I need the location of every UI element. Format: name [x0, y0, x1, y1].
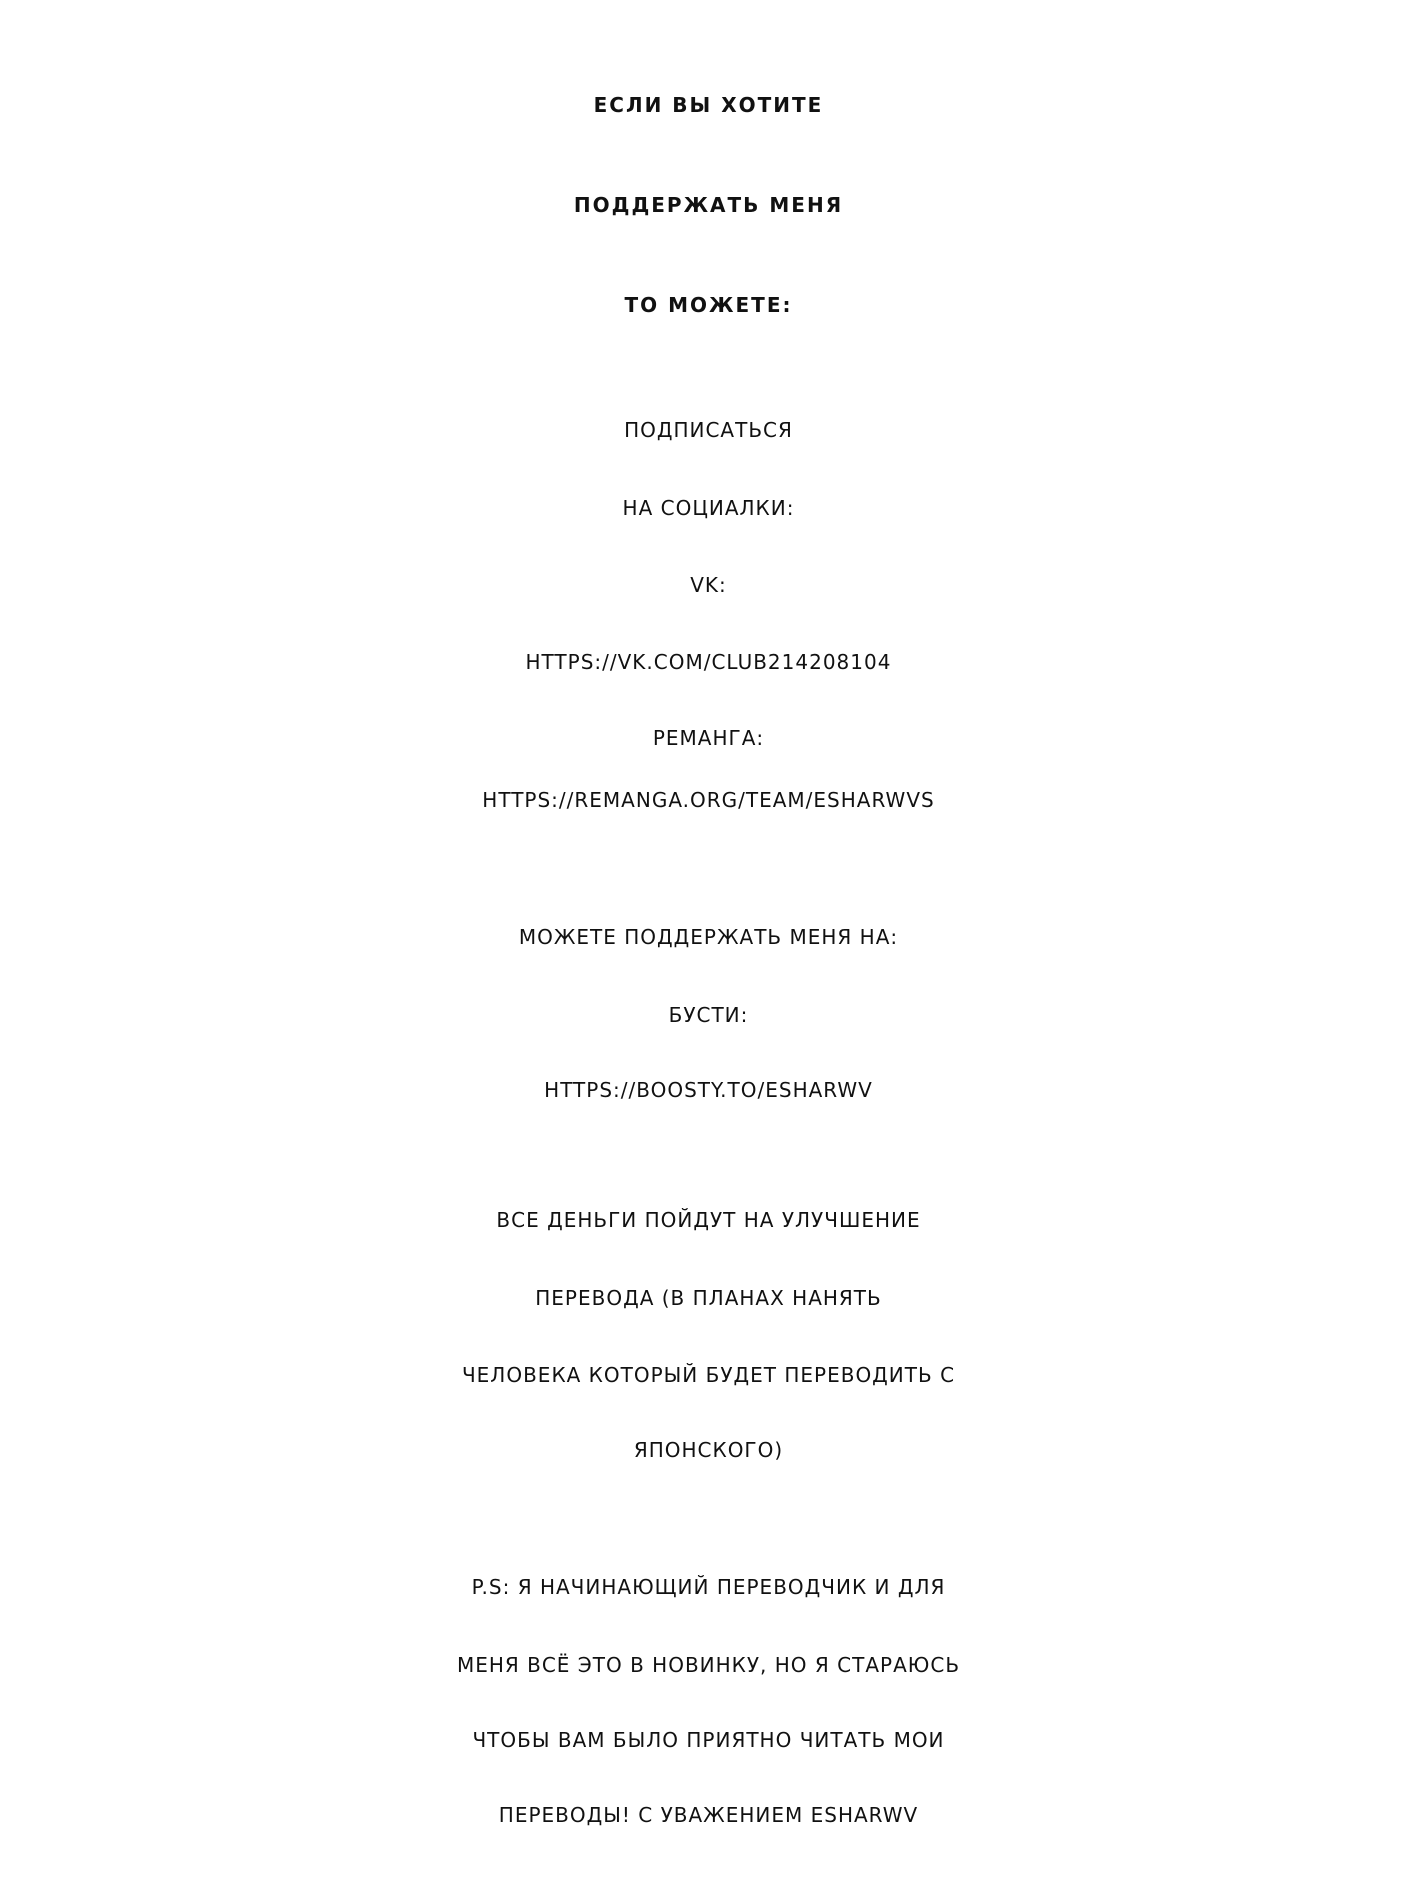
ps-line-2: МЕНЯ ВСЁ ЭТО В НОВИНКУ, НО Я СТАРАЮСЬ [456, 1653, 961, 1677]
boosty-url-line [0, 1060, 1417, 1120]
money-line-1: ВСЕ ДЕНЬГИ ПОЙДУТ НА УЛУЧШЕНИЕ [496, 1208, 921, 1232]
heading-line-2: ПОДДЕРЖАТЬ МЕНЯ [573, 193, 844, 217]
vk-link[interactable]: HTTPS://VK.COM/CLUB214208104 [525, 650, 892, 674]
vk-label: VK: [690, 573, 727, 597]
ps-line-4: ПЕРЕВОДЫ! С УВАЖЕНИЕМ ESHARWV [498, 1803, 919, 1827]
remanga-label: РЕМАНГА: [652, 726, 765, 750]
ps-line-3: ЧТОБЫ ВАМ БЫЛО ПРИЯТНО ЧИТАТЬ МОИ [472, 1728, 945, 1752]
remanga-link[interactable]: HTTPS://REMANGA.ORG/TEAM/ESHARWVS [482, 788, 935, 812]
remanga-url-line [0, 770, 1417, 830]
money-line-4: ЯПОНСКОГО) [633, 1438, 784, 1462]
support-intro: МОЖЕТЕ ПОДДЕРЖАТЬ МЕНЯ НА: [518, 925, 899, 949]
money-line-2: ПЕРЕВОДА (В ПЛАНАХ НАНЯТЬ [535, 1286, 882, 1310]
subscribe-line-1: ПОДПИСАТЬСЯ [624, 418, 793, 442]
heading-line-3: ТО МОЖЕТЕ: [624, 293, 793, 317]
subscribe-line-2: НА СОЦИАЛКИ: [622, 496, 795, 520]
boosty-link[interactable]: HTTPS://BOOSTY.TO/ESHARWV [544, 1078, 873, 1102]
vk-url-line [0, 632, 1417, 692]
money-line-3: ЧЕЛОВЕКА КОТОРЫЙ БУДЕТ ПЕРЕВОДИТЬ С [461, 1363, 956, 1387]
ps-line-1: P.S: Я НАЧИНАЮЩИЙ ПЕРЕВОДЧИК И ДЛЯ [471, 1575, 946, 1599]
heading-line-1: ЕСЛИ ВЫ ХОТИТЕ [593, 93, 824, 117]
boosty-label: БУСТИ: [668, 1003, 749, 1027]
